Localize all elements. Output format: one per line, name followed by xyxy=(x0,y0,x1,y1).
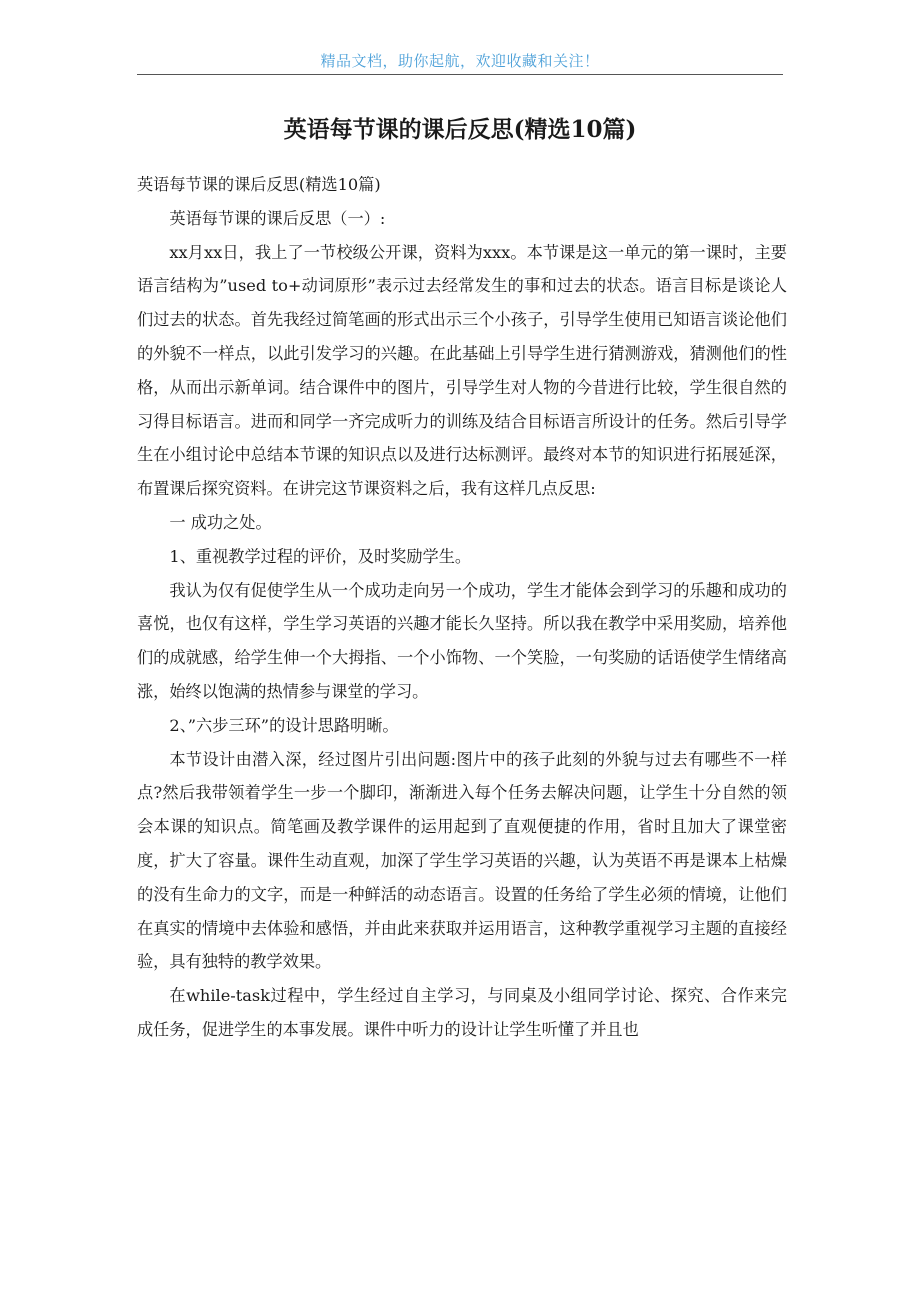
paragraph-intro: xx月xx日，我上了一节校级公开课，资料为xxx。本节课是这一单元的第一课时，主要语言结构为”used to+动词原形”表示过去经常发生的事和过去的状态。语言目标是谈论人们过去的状态。首先我经过简笔画的形式出示三个小孩子，引导学生使用已知语言谈论他们的外貌不一样点，以此引发学习的兴趣。在此基础上引导学生进行猜测游戏，猜测他们的性格，从而出示新单词。结合课件中的图片，引导学生对人物的今昔进行比较，学生很自然的习得目标语言。进而和同学一齐完成听力的训练及结合目标语言所设计的任务。然后引导学生在小组讨论中总结本节课的知识点以及进行达标测评。最终对本节的知识进行拓展延深，布置课后探究资料。在讲完这节课资料之后，我有这样几点反思: xyxy=(137,242,787,499)
paragraph-section-heading: 英语每节课的课后反思（一）: xyxy=(169,208,386,228)
paragraph-point-1: 1、重视教学过程的评价，及时奖励学生。 xyxy=(169,546,472,566)
paragraph-point-2: 2、”六步三环”的设计思路明晰。 xyxy=(169,715,399,735)
paragraph-while-task: 在while-task过程中，学生经过自主学习，与同桌及小组同学讨论、探究、合作来完成任务，促进学生的本事发展。课件中听力的设计让学生听懂了并且也 xyxy=(137,986,787,1039)
paragraph-point-1-body: 我认为仅有促使学生从一个成功走向另一个成功，学生才能体会到学习的乐趣和成功的喜悦，也仅有这样，学生学习英语的兴趣才能长久坚持。所以我在教学中采用奖励，培养他们的成就感，给学生伸一个大拇指、一个小饰物、一个笑脸，一句奖励的话语使学生情绪高涨，始终以饱满的热情参与课堂的学习。 xyxy=(137,580,787,701)
page-header xyxy=(137,48,783,75)
header-slogan: 精品文档，助你起航，欢迎收藏和关注！ xyxy=(320,52,600,70)
document-body xyxy=(137,168,787,1047)
paragraph-heading-success: 一 成功之处。 xyxy=(169,512,272,532)
paragraph-point-2-body: 本节设计由潜入深，经过图片引出问题:图片中的孩子此刻的外貌与过去有哪些不一样点?然后我带领着学生一步一个脚印，渐渐进入每个任务去解决问题，让学生十分自然的领会本课的知识点。简笔画及教学课件的运用起到了直观便捷的作用，省时且加大了课堂密度，扩大了容量。课件生动直观，加深了学生学习英语的兴趣，认为英语不再是课本上枯燥的没有生命力的文字，而是一种鲜活的动态语言。设置的任务给了学生必须的情境，让他们在真实的情境中去体验和感悟，并由此来获取并运用语言，这种教学重视学习主题的直接经验，具有独特的教学效果。 xyxy=(137,749,787,972)
paragraph-subtitle: 英语每节课的课后反思(精选10篇) xyxy=(137,175,381,194)
document-title: 英语每节课的课后反思(精选10篇) xyxy=(283,116,637,143)
